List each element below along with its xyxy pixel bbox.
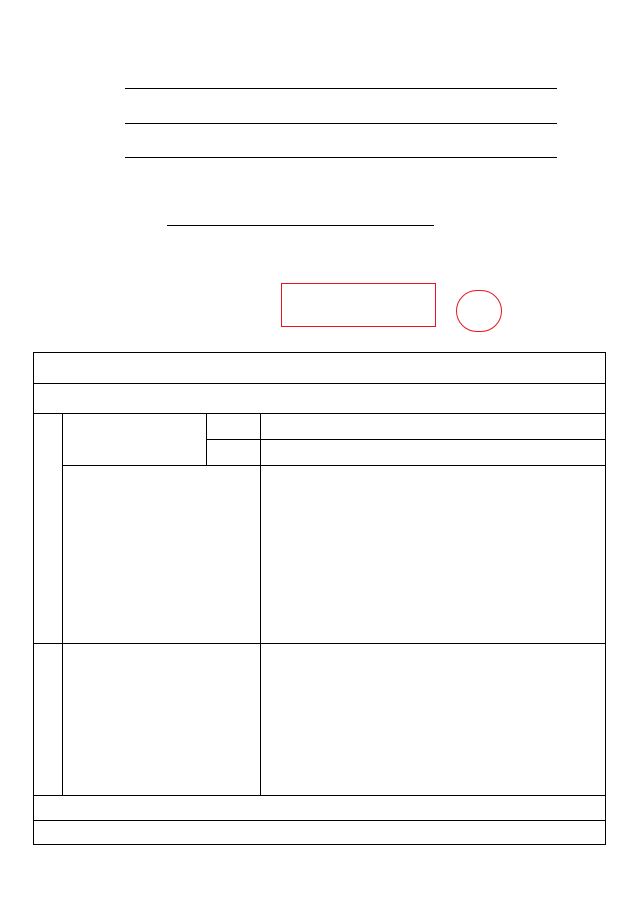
table-line: [62, 465, 605, 466]
table-line: [34, 413, 605, 414]
seal-stamp: [456, 290, 502, 332]
issuer-box: [281, 283, 436, 327]
salary-table: [33, 352, 606, 845]
table-line: [34, 643, 605, 644]
table-line: [34, 795, 605, 796]
table-line: [34, 383, 605, 384]
table-line: [62, 413, 63, 795]
job-line: [125, 157, 557, 158]
address-line: [125, 88, 557, 89]
table-line: [34, 820, 605, 821]
table-line: [206, 439, 605, 440]
name-line: [125, 123, 557, 124]
company-line: [167, 225, 434, 226]
table-line: [260, 413, 261, 795]
